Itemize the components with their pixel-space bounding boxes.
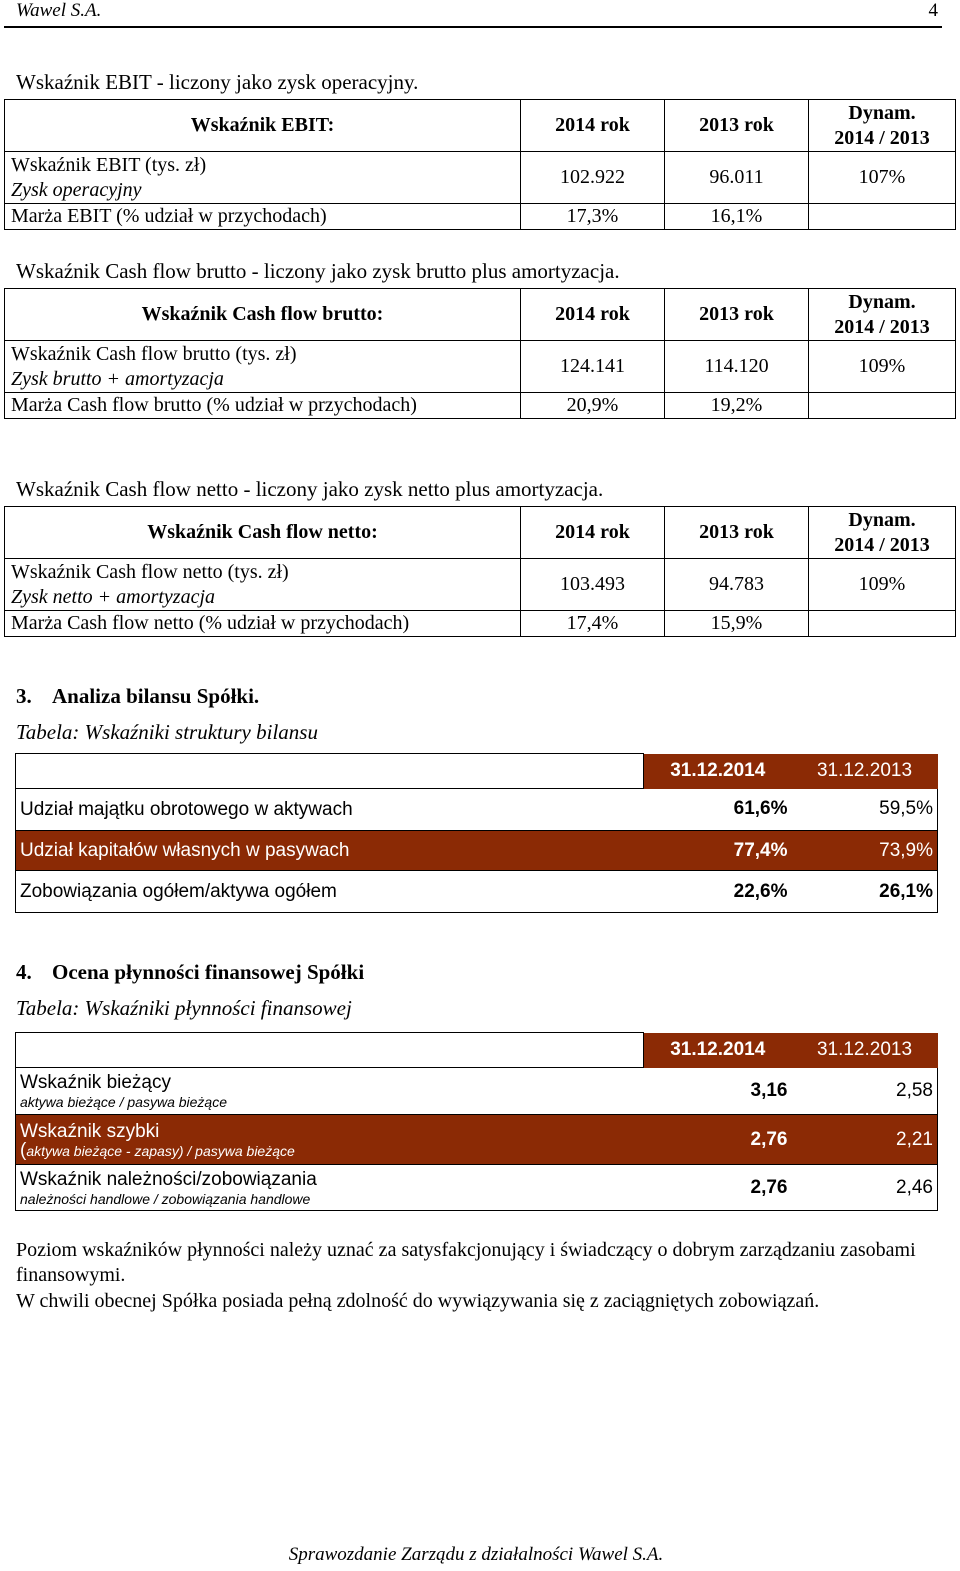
header-date-2013: 31.12.2013 — [792, 754, 938, 789]
ebit-header-title: Wskaźnik EBIT: — [5, 100, 521, 152]
row-label: Zobowiązania ogółem/aktywa ogółem — [16, 871, 644, 913]
value-2013: 2,46 — [792, 1165, 938, 1211]
header-empty-cell — [16, 1033, 644, 1068]
cfn-header-2013: 2013 rok — [665, 507, 809, 559]
row-label-sub: Zysk brutto + amortyzacja — [11, 367, 224, 390]
row-label-main: Wskaźnik EBIT (tys. zł) — [11, 153, 207, 176]
value-2014: 124.141 — [521, 341, 665, 393]
row-label — [5, 341, 521, 393]
value-2013: 73,9% — [792, 831, 938, 871]
section-title: Analiza bilansu Spółki. — [52, 684, 260, 708]
header-date-2014: 31.12.2014 — [644, 1033, 792, 1068]
cfn-caption: Wskaźnik Cash flow netto - liczony jako zysk netto plus amortyzacja. — [16, 477, 604, 501]
row-label-main: Wskaźnik bieżący — [20, 1072, 171, 1093]
value-dynamics — [809, 204, 956, 230]
table-row — [16, 831, 938, 871]
table-row — [5, 559, 956, 611]
table-row — [5, 611, 956, 637]
cfb-caption: Wskaźnik Cash flow brutto - liczony jako zysk brutto plus amortyzacja. — [16, 259, 620, 283]
row-label-sub-prefix: ( — [20, 1139, 27, 1161]
value-2014: 2,76 — [644, 1115, 792, 1165]
cfn-header-dynamics — [809, 507, 956, 559]
page-number: 4 — [928, 0, 938, 21]
row-label-sub: aktywa bieżące - zapasy) / pasywa bieżące — [26, 1142, 295, 1159]
company-name: Wawel S.A. — [16, 0, 102, 21]
dyn-years: 2014 / 2013 — [834, 315, 930, 338]
section-number: 4. — [16, 960, 32, 984]
value-2014: 77,4% — [644, 831, 792, 871]
table-row — [16, 1115, 938, 1165]
ebit-header-dynamics — [809, 100, 956, 152]
value-2014: 61,6% — [644, 789, 792, 831]
cfn-header-2014: 2014 rok — [521, 507, 665, 559]
section-3-table-caption: Tabela: Wskaźniki struktury bilansu — [16, 720, 318, 744]
dyn-years: 2014 / 2013 — [834, 533, 930, 556]
row-label-sub: aktywa bieżące / pasywa bieżące — [20, 1094, 227, 1110]
ebit-header-2014: 2014 rok — [521, 100, 665, 152]
row-label: Marża EBIT (% udział w przychodach) — [5, 204, 521, 230]
value-2013: 19,2% — [665, 393, 809, 419]
value-2013: 15,9% — [665, 611, 809, 637]
row-label — [16, 1165, 644, 1211]
table-row — [5, 204, 956, 230]
value-2014: 2,76 — [644, 1165, 792, 1211]
value-2013: 2,58 — [792, 1068, 938, 1115]
value-2013: 16,1% — [665, 204, 809, 230]
cfb-header-2013: 2013 rok — [665, 289, 809, 341]
header-date-2014: 31.12.2014 — [644, 754, 792, 789]
row-label-main: Wskaźnik szybki — [20, 1120, 160, 1142]
section-4-table-caption: Tabela: Wskaźniki płynności finansowej — [16, 996, 352, 1020]
value-2014: 17,3% — [521, 204, 665, 230]
value-2014: 20,9% — [521, 393, 665, 419]
row-label — [16, 1115, 644, 1165]
section-number: 3. — [16, 684, 32, 708]
value-dynamics: 109% — [809, 559, 956, 611]
value-2013: 114.120 — [665, 341, 809, 393]
cfn-header-row — [5, 507, 956, 559]
value-dynamics: 107% — [809, 152, 956, 204]
value-2014: 103.493 — [521, 559, 665, 611]
ebit-caption: Wskaźnik EBIT - liczony jako zysk operacyjny. — [16, 70, 419, 94]
dyn-label: Dynam. — [848, 508, 916, 531]
row-label-sub: Zysk operacyjny — [11, 178, 142, 201]
page-footer: Sprawozdanie Zarządu z działalności Wawel S.A. — [288, 1544, 664, 1565]
section-4-heading — [16, 960, 364, 985]
liquidity-header-row — [16, 1033, 938, 1068]
value-dynamics: 109% — [809, 341, 956, 393]
table-row — [16, 871, 938, 913]
row-label-main: Wskaźnik należności/zobowiązania — [20, 1168, 317, 1190]
page-header — [4, 0, 942, 28]
balance-header-row — [16, 754, 938, 789]
value-2013: 59,5% — [792, 789, 938, 831]
ebit-header-row — [5, 100, 956, 152]
row-label-sub: Zysk netto + amortyzacja — [11, 585, 216, 608]
table-row — [16, 789, 938, 831]
liquidity-table — [15, 1032, 938, 1211]
table-row — [5, 341, 956, 393]
dyn-years: 2014 / 2013 — [834, 126, 930, 149]
row-label-sub: należności handlowe / zobowiązania handlowe — [20, 1190, 311, 1207]
value-2013: 26,1% — [792, 871, 938, 913]
row-label — [16, 1068, 644, 1115]
row-label: Udział majątku obrotowego w aktywach — [16, 789, 644, 831]
cfn-header-title: Wskaźnik Cash flow netto: — [5, 507, 521, 559]
liquidity-paragraph: Poziom wskaźników płynności należy uznać za satysfakcjonujący i świadczący o dobrym zarządzaniu zasobami finansowymi. — [16, 1239, 916, 1286]
header-date-2013: 31.12.2013 — [792, 1033, 938, 1068]
cfb-header-dynamics — [809, 289, 956, 341]
solvency-paragraph: W chwili obecnej Spółka posiada pełną zdolność do wywiązywania się z zaciągniętych zobowiązań. — [16, 1290, 820, 1312]
value-2014: 22,6% — [644, 871, 792, 913]
header-empty-cell — [16, 754, 644, 789]
dyn-label: Dynam. — [848, 101, 916, 124]
table-row — [5, 152, 956, 204]
value-dynamics — [809, 393, 956, 419]
row-label: Marża Cash flow netto (% udział w przychodach) — [5, 611, 521, 637]
value-2014: 3,16 — [644, 1068, 792, 1115]
row-label — [5, 559, 521, 611]
balance-structure-table — [15, 753, 938, 913]
row-label-main: Wskaźnik Cash flow brutto (tys. zł) — [11, 342, 297, 365]
ebit-table — [4, 99, 956, 230]
cfb-table — [4, 288, 956, 419]
cfb-header-2014: 2014 rok — [521, 289, 665, 341]
table-row — [16, 1165, 938, 1211]
value-2013: 2,21 — [792, 1115, 938, 1165]
value-2014: 17,4% — [521, 611, 665, 637]
row-label — [5, 152, 521, 204]
value-2013: 94.783 — [665, 559, 809, 611]
value-dynamics — [809, 611, 956, 637]
ebit-header-2013: 2013 rok — [665, 100, 809, 152]
table-row — [5, 393, 956, 419]
row-label: Udział kapitałów własnych w pasywach — [16, 831, 644, 871]
table-row — [16, 1068, 938, 1115]
value-2013: 96.011 — [665, 152, 809, 204]
value-2014: 102.922 — [521, 152, 665, 204]
section-3-heading — [16, 684, 259, 709]
cfb-header-row — [5, 289, 956, 341]
row-label-main: Wskaźnik Cash flow netto (tys. zł) — [11, 560, 289, 583]
section-title: Ocena płynności finansowej Spółki — [52, 960, 365, 984]
dyn-label: Dynam. — [848, 290, 916, 313]
row-label: Marża Cash flow brutto (% udział w przychodach) — [5, 393, 521, 419]
cfn-table — [4, 506, 956, 637]
cfb-header-title: Wskaźnik Cash flow brutto: — [5, 289, 521, 341]
